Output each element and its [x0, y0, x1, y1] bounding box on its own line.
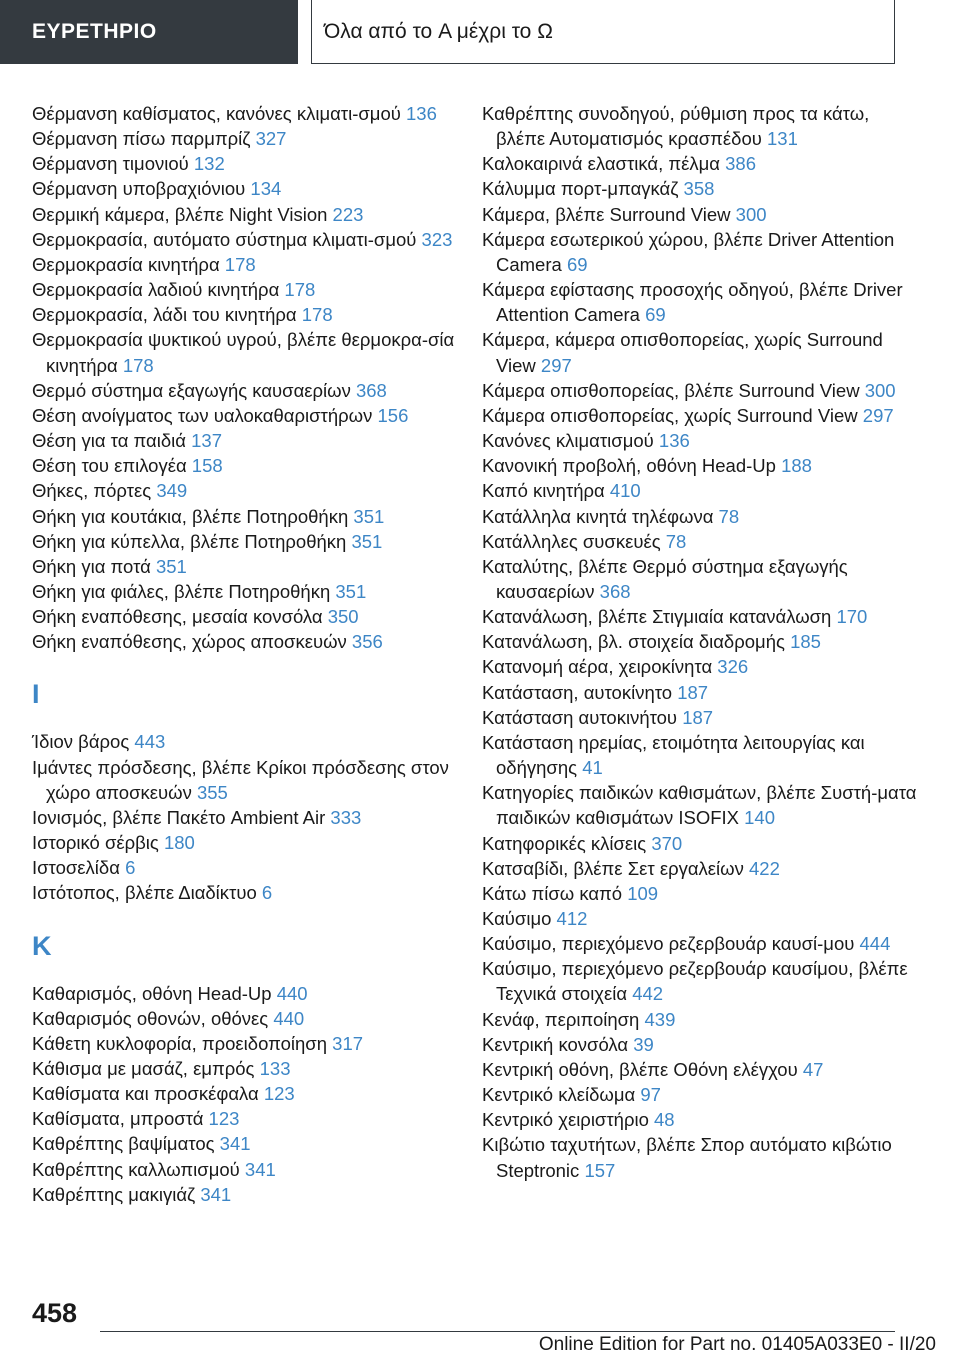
index-page-link[interactable]: 341: [244, 1158, 276, 1180]
index-entry: [482, 1032, 922, 1057]
index-entry-text: Κεντρική κονσόλα: [482, 1033, 629, 1055]
index-page-link[interactable]: 185: [790, 631, 821, 653]
index-entry: [32, 151, 462, 176]
index-page-link[interactable]: 440: [276, 982, 308, 1004]
index-entry-text: Κάθισμα με μασάζ, εμπρός: [32, 1058, 255, 1079]
index-page-link[interactable]: 158: [191, 455, 223, 477]
index-entry-text: Καύσιμο, περιεχόμενο ρεζερβουάρ καυσίμου, βλέπε Τεχνικά στοιχεία: [482, 958, 908, 1005]
index-page-link[interactable]: 444: [859, 933, 891, 955]
index-page-link[interactable]: 178: [224, 253, 256, 275]
index-page-link[interactable]: 6: [125, 857, 136, 879]
index-column-left: [32, 101, 462, 1207]
index-entry: [32, 302, 462, 327]
index-entry-text: Κάμερα οπισθοπορείας, βλέπε Surround View: [482, 379, 860, 401]
index-entry-text: Θήκη για φιάλες, βλέπε Ποτηροθήκη: [32, 580, 331, 602]
index-entry-text: Κάλυμμα πορτ-μπαγκάζ: [482, 178, 679, 200]
index-entry-text: Κιβώτιο ταχυτήτων, βλέπε Σπορ αυτόματο κιβώτιο Steptronic: [482, 1134, 892, 1181]
index-entry-text: Κατσαβίδι, βλέπε Σετ εργαλείων: [482, 857, 744, 879]
index-page-link[interactable]: 323: [421, 228, 453, 250]
index-page-link[interactable]: 136: [406, 103, 437, 124]
index-letter-heading: Ι: [32, 679, 40, 710]
index-page-link[interactable]: 358: [683, 178, 715, 200]
subtitle-tab: Όλα από το A μέχρι το Ω: [311, 0, 895, 64]
index-entry-text: Καύσιμο, περιεχόμενο ρεζερβουάρ καυσί-μου: [482, 933, 855, 955]
index-entry-text: Ιστορικό σέρβις: [32, 832, 159, 854]
index-page-link[interactable]: 300: [735, 203, 767, 225]
index-entry: [482, 956, 922, 1006]
index-entry-text: Καλοκαιρινά ελαστικά, πέλμα: [482, 153, 720, 175]
index-entry: [482, 1132, 922, 1182]
index-column-right: [482, 101, 922, 1183]
index-page-link[interactable]: 297: [540, 354, 572, 376]
index-entry: [482, 906, 922, 931]
index-entry: [32, 227, 462, 252]
index-entry: [32, 604, 462, 629]
index-page-link[interactable]: 170: [836, 606, 868, 628]
index-entry: [32, 1131, 462, 1156]
index-page-link[interactable]: 47: [802, 1058, 824, 1080]
index-entry-text: Καθρέπτης μακιγιάζ: [32, 1183, 196, 1205]
index-page-link[interactable]: 97: [640, 1084, 661, 1106]
index-page-link[interactable]: 356: [351, 631, 383, 653]
index-entry: [482, 730, 922, 780]
index-entry: [482, 554, 922, 604]
index-page-link[interactable]: 132: [193, 153, 225, 175]
footer-divider: [100, 1331, 895, 1332]
index-entry-text: Κάμερα, κάμερα οπισθοπορείας, χωρίς Surround View: [482, 329, 883, 376]
index-page-link[interactable]: 440: [273, 1007, 305, 1029]
index-entry-text: Κανόνες κλιματισμού: [482, 430, 654, 452]
index-entry: [32, 529, 462, 554]
index-page-link[interactable]: 349: [156, 480, 188, 502]
index-entry-text: Θερμοκρασία ψυκτικού υγρού, βλέπε θερμοκρα-σία κινητήρα: [32, 329, 455, 376]
index-page-link[interactable]: 422: [749, 857, 780, 879]
index-entry-text: Θέρμανση υποβραχιόνιου: [32, 178, 246, 200]
index-entry: [32, 126, 462, 151]
index-entry-text: Κατανάλωση, βλέπε Στιγμιαία κατανάλωση: [482, 606, 832, 628]
index-page-link[interactable]: 48: [654, 1109, 675, 1131]
index-page-link[interactable]: 368: [355, 379, 387, 401]
index-entry-text: Θήκη για κουτάκια, βλέπε Ποτηροθήκη: [32, 505, 349, 527]
index-page-link[interactable]: 78: [718, 505, 740, 527]
index-page-link[interactable]: 317: [332, 1032, 364, 1054]
index-page-link[interactable]: 140: [744, 807, 776, 829]
index-entry: [32, 1056, 462, 1081]
index-entry-text: Κατηγορίες παιδικών καθισμάτων, βλέπε Συστή-ματα παιδικών καθισμάτων ISOFIX: [482, 782, 917, 829]
index-entry: [32, 1157, 462, 1182]
index-entry: [32, 327, 462, 377]
index-entry: [482, 1007, 922, 1032]
index-page-link[interactable]: 136: [658, 430, 690, 452]
index-entry-text: Ιμάντες πρόσδεσης, βλέπε Κρίκοι πρόσδεσης στον χώρο αποσκευών: [32, 756, 449, 803]
index-page-link[interactable]: 180: [163, 832, 195, 854]
index-entry-text: Θέση για τα παιδιά: [32, 430, 186, 452]
index-page-link[interactable]: 297: [862, 404, 894, 426]
index-entry-text: Κατανάλωση, βλ. στοιχεία διαδρομής: [482, 631, 785, 653]
index-entry-text: Κανονική προβολή, οθόνη Head-Up: [482, 455, 776, 477]
index-entry-text: Καθαρισμός οθονών, οθόνες: [32, 1007, 269, 1029]
index-entry: [482, 151, 922, 176]
index-entry: [482, 277, 922, 327]
index-page-link[interactable]: 439: [644, 1008, 676, 1030]
index-entry: [32, 504, 462, 529]
section-tab: ΕΥΡΕΤΗΡΙΟ: [0, 0, 298, 64]
index-entry: [482, 403, 922, 428]
index-page-link[interactable]: 351: [155, 555, 187, 577]
index-entry-text: Κάμερα εφίστασης προσοχής οδηγού, βλέπε Driver Attention Camera: [482, 279, 903, 326]
index-entry: [482, 529, 922, 554]
index-entry: [32, 478, 462, 503]
index-entry: [482, 931, 922, 956]
index-entry-text: Κατάσταση, αυτοκίνητο: [482, 681, 673, 703]
index-entry: [482, 202, 922, 227]
index-page-link[interactable]: 327: [255, 128, 287, 150]
index-entry: [32, 1081, 462, 1106]
index-entry-text: Θήκες, πόρτες: [32, 480, 152, 502]
index-entry-text: Καύσιμο: [482, 908, 552, 929]
index-entry-text: Καθίσματα και προσκέφαλα: [32, 1083, 259, 1105]
index-page-link[interactable]: 351: [353, 505, 385, 527]
index-entry: [32, 855, 462, 880]
index-page-link[interactable]: 6: [261, 882, 273, 904]
index-page-link[interactable]: 178: [122, 354, 154, 376]
index-entry: [32, 1031, 462, 1056]
index-page-link[interactable]: 355: [196, 781, 228, 803]
index-page-link[interactable]: 39: [633, 1033, 654, 1055]
index-entry: [482, 504, 922, 529]
page-number: 458: [32, 1298, 78, 1328]
index-page-link[interactable]: 368: [599, 580, 631, 602]
index-entry-text: Θέρμανση τιμονιού: [32, 153, 189, 175]
index-entry-text: Κάτω πίσω καπό: [482, 882, 623, 904]
index-entry-text: Κατάσταση ηρεμίας, ετοιμότητα λειτουργίας και οδήγησης: [482, 731, 865, 779]
index-page-link[interactable]: 333: [330, 806, 362, 828]
index-page-link[interactable]: 351: [351, 530, 383, 552]
index-entry: [482, 654, 922, 679]
index-entry-text: Καθαρισμός, οθόνη Head-Up: [32, 982, 272, 1004]
index-entry: [482, 428, 922, 453]
index-page-link[interactable]: 443: [134, 731, 166, 753]
index-entry: [32, 252, 462, 277]
index-page-link[interactable]: 223: [332, 203, 364, 225]
index-page-link[interactable]: 109: [627, 882, 659, 904]
index-entry-text: Θέρμανση πίσω παρμπρίζ: [32, 128, 251, 150]
index-entry-text: Κατάλληλα κινητά τηλέφωνα: [482, 505, 714, 527]
index-entry: [32, 880, 462, 905]
index-entry-text: Καθρέπτης βαψίματος: [32, 1133, 215, 1155]
index-page-link[interactable]: 326: [717, 656, 749, 678]
index-entry-text: Κεντρικό χειριστήριο: [482, 1109, 649, 1131]
index-page-link[interactable]: 341: [200, 1183, 232, 1205]
index-entry: [32, 805, 462, 830]
index-entry-text: Κάμερα, βλέπε Surround View: [482, 203, 731, 225]
edition-footer: Online Edition for Part no. 01405A033E0 - II/20: [538, 1334, 936, 1355]
index-entry: [482, 1057, 922, 1082]
index-page-link[interactable]: 178: [301, 304, 333, 326]
index-entry-text: Κενάφ, περιποίηση: [482, 1008, 640, 1030]
index-entry-text: Καθρέπτης συνοδηγού, ρύθμιση προς τα κάτω, βλέπε Αυτοματισμός κρασπέδου: [482, 103, 870, 150]
index-entry-text: Καπό κινητήρα: [482, 480, 605, 502]
index-entry: [482, 478, 922, 503]
index-entry: [482, 227, 922, 277]
index-entry-text: Κατηφορικές κλίσεις: [482, 832, 647, 854]
index-entry-text: Ιονισμός, βλέπε Πακέτο Ambient Air: [32, 806, 326, 828]
index-entry-text: Θερμοκρασία, αυτόματο σύστημα κλιματι-σμού: [32, 228, 417, 250]
index-page-link[interactable]: 123: [208, 1108, 240, 1130]
index-entry: [32, 830, 462, 855]
index-entry: [482, 705, 922, 730]
index-entry: [32, 981, 462, 1006]
index-entry-text: Θήκη για κύπελλα, βλέπε Ποτηροθήκη: [32, 530, 347, 552]
index-entry: [482, 378, 922, 403]
index-page-link[interactable]: 412: [556, 908, 588, 929]
index-entry: [482, 1082, 922, 1107]
index-entry: [32, 277, 462, 302]
index-entry-text: Θερμική κάμερα, βλέπε Night Vision: [32, 203, 328, 225]
index-entry-text: Καθίσματα, μπροστά: [32, 1108, 204, 1130]
index-page-link[interactable]: 370: [651, 832, 683, 854]
index-entry-text: Κάθετη κυκλοφορία, προειδοποίηση: [32, 1032, 328, 1054]
index-entry-text: Κατανομή αέρα, χειροκίνητα: [482, 656, 713, 678]
index-entry-text: Θερμοκρασία κινητήρα: [32, 253, 220, 275]
index-entry-text: Θερμοκρασία, λάδι του κινητήρα: [32, 304, 297, 326]
index-entry: [32, 729, 462, 754]
index-page-link[interactable]: 123: [263, 1083, 295, 1105]
index-page-link[interactable]: 78: [665, 530, 687, 552]
index-entry-text: Κατάλληλες συσκευές: [482, 530, 661, 552]
index-entry: [32, 378, 462, 403]
index-entry: [482, 176, 922, 201]
index-page-link[interactable]: 442: [632, 983, 664, 1005]
index-page-link[interactable]: 69: [566, 253, 588, 275]
index-entry-text: Θέση ανοίγματος των υαλοκαθαριστήρων: [32, 404, 373, 426]
index-entry: [482, 856, 922, 881]
index-page-link[interactable]: 351: [335, 580, 367, 602]
index-entry: [482, 680, 922, 705]
index-entry: [32, 176, 462, 201]
index-page-link[interactable]: 350: [327, 606, 359, 628]
index-entry: [32, 453, 462, 478]
index-entry: [482, 327, 922, 377]
index-entry: [32, 1106, 462, 1131]
index-page-link[interactable]: 157: [584, 1159, 616, 1181]
index-entry: [32, 1182, 462, 1207]
index-page-link[interactable]: 134: [250, 178, 282, 200]
index-page-link[interactable]: 137: [191, 430, 222, 452]
index-page-link[interactable]: 156: [377, 404, 409, 426]
index-page-link[interactable]: 410: [609, 480, 641, 502]
index-entry: [32, 579, 462, 604]
index-entry-text: Θερμό σύστημα εξαγωγής καυσαερίων: [32, 379, 351, 401]
index-page-link[interactable]: 69: [645, 304, 666, 326]
index-entry: [32, 101, 462, 126]
index-entry: [482, 1107, 922, 1132]
index-entry-text: Κάμερα εσωτερικού χώρου, βλέπε Driver Attention Camera: [482, 228, 895, 275]
index-page-link[interactable]: 187: [682, 706, 714, 728]
index-entry-text: Καθρέπτης καλλωπισμού: [32, 1158, 240, 1180]
index-entry: [32, 428, 462, 453]
index-letter-heading: Κ: [32, 930, 52, 961]
index-entry-text: Θήκη εναπόθεσης, μεσαία κονσόλα: [32, 606, 323, 628]
index-entry: [482, 780, 922, 830]
index-entry-text: Κεντρικό κλείδωμα: [482, 1084, 636, 1106]
index-entry-text: Ιστότοπος, βλέπε Διαδίκτυο: [32, 882, 257, 904]
index-entry: [32, 403, 462, 428]
index-entry: [32, 1006, 462, 1031]
index-entry-text: Καταλύτης, βλέπε Θερμό σύστημα εξαγωγής καυσαερίων: [482, 555, 848, 602]
index-page-link[interactable]: 341: [219, 1133, 251, 1155]
index-page-link[interactable]: 133: [259, 1058, 291, 1079]
index-entry: [32, 554, 462, 579]
index-page-link[interactable]: 178: [284, 279, 316, 301]
index-entry-text: Θερμοκρασία λαδιού κινητήρα: [32, 279, 280, 301]
index-entry: [32, 755, 462, 805]
index-entry-text: Ίδιον βάρος: [32, 731, 130, 753]
index-entry: [482, 881, 922, 906]
index-entry-text: Κεντρική οθόνη, βλέπε Οθόνη ελέγχου: [482, 1058, 798, 1080]
index-entry: [32, 202, 462, 227]
index-page-link[interactable]: 131: [767, 128, 798, 150]
index-entry-text: Θέρμανση καθίσματος, κανόνες κλιματι-σμού: [32, 103, 401, 124]
index-page-link[interactable]: 188: [781, 455, 812, 477]
index-entry-text: Κατάσταση αυτοκινήτου: [482, 706, 678, 728]
index-page-link[interactable]: 386: [725, 153, 756, 175]
index-entry-text: Κάμερα οπισθοπορείας, χωρίς Surround View: [482, 404, 858, 426]
index-entry: [482, 629, 922, 654]
index-entry: [482, 604, 922, 629]
index-entry-text: Θέση του επιλογέα: [32, 455, 187, 477]
index-entry: [32, 629, 462, 654]
index-entry-text: Ιστοσελίδα: [32, 857, 120, 879]
index-page-link[interactable]: 300: [864, 379, 896, 401]
index-page-link[interactable]: 41: [582, 757, 603, 779]
index-entry-text: Θήκη για ποτά: [32, 555, 151, 577]
index-entry-text: Θήκη εναπόθεσης, χώρος αποσκευών: [32, 631, 347, 653]
index-entry: [482, 453, 922, 478]
index-entry: [482, 831, 922, 856]
index-entry: [482, 101, 922, 151]
index-page-link[interactable]: 187: [677, 681, 709, 703]
